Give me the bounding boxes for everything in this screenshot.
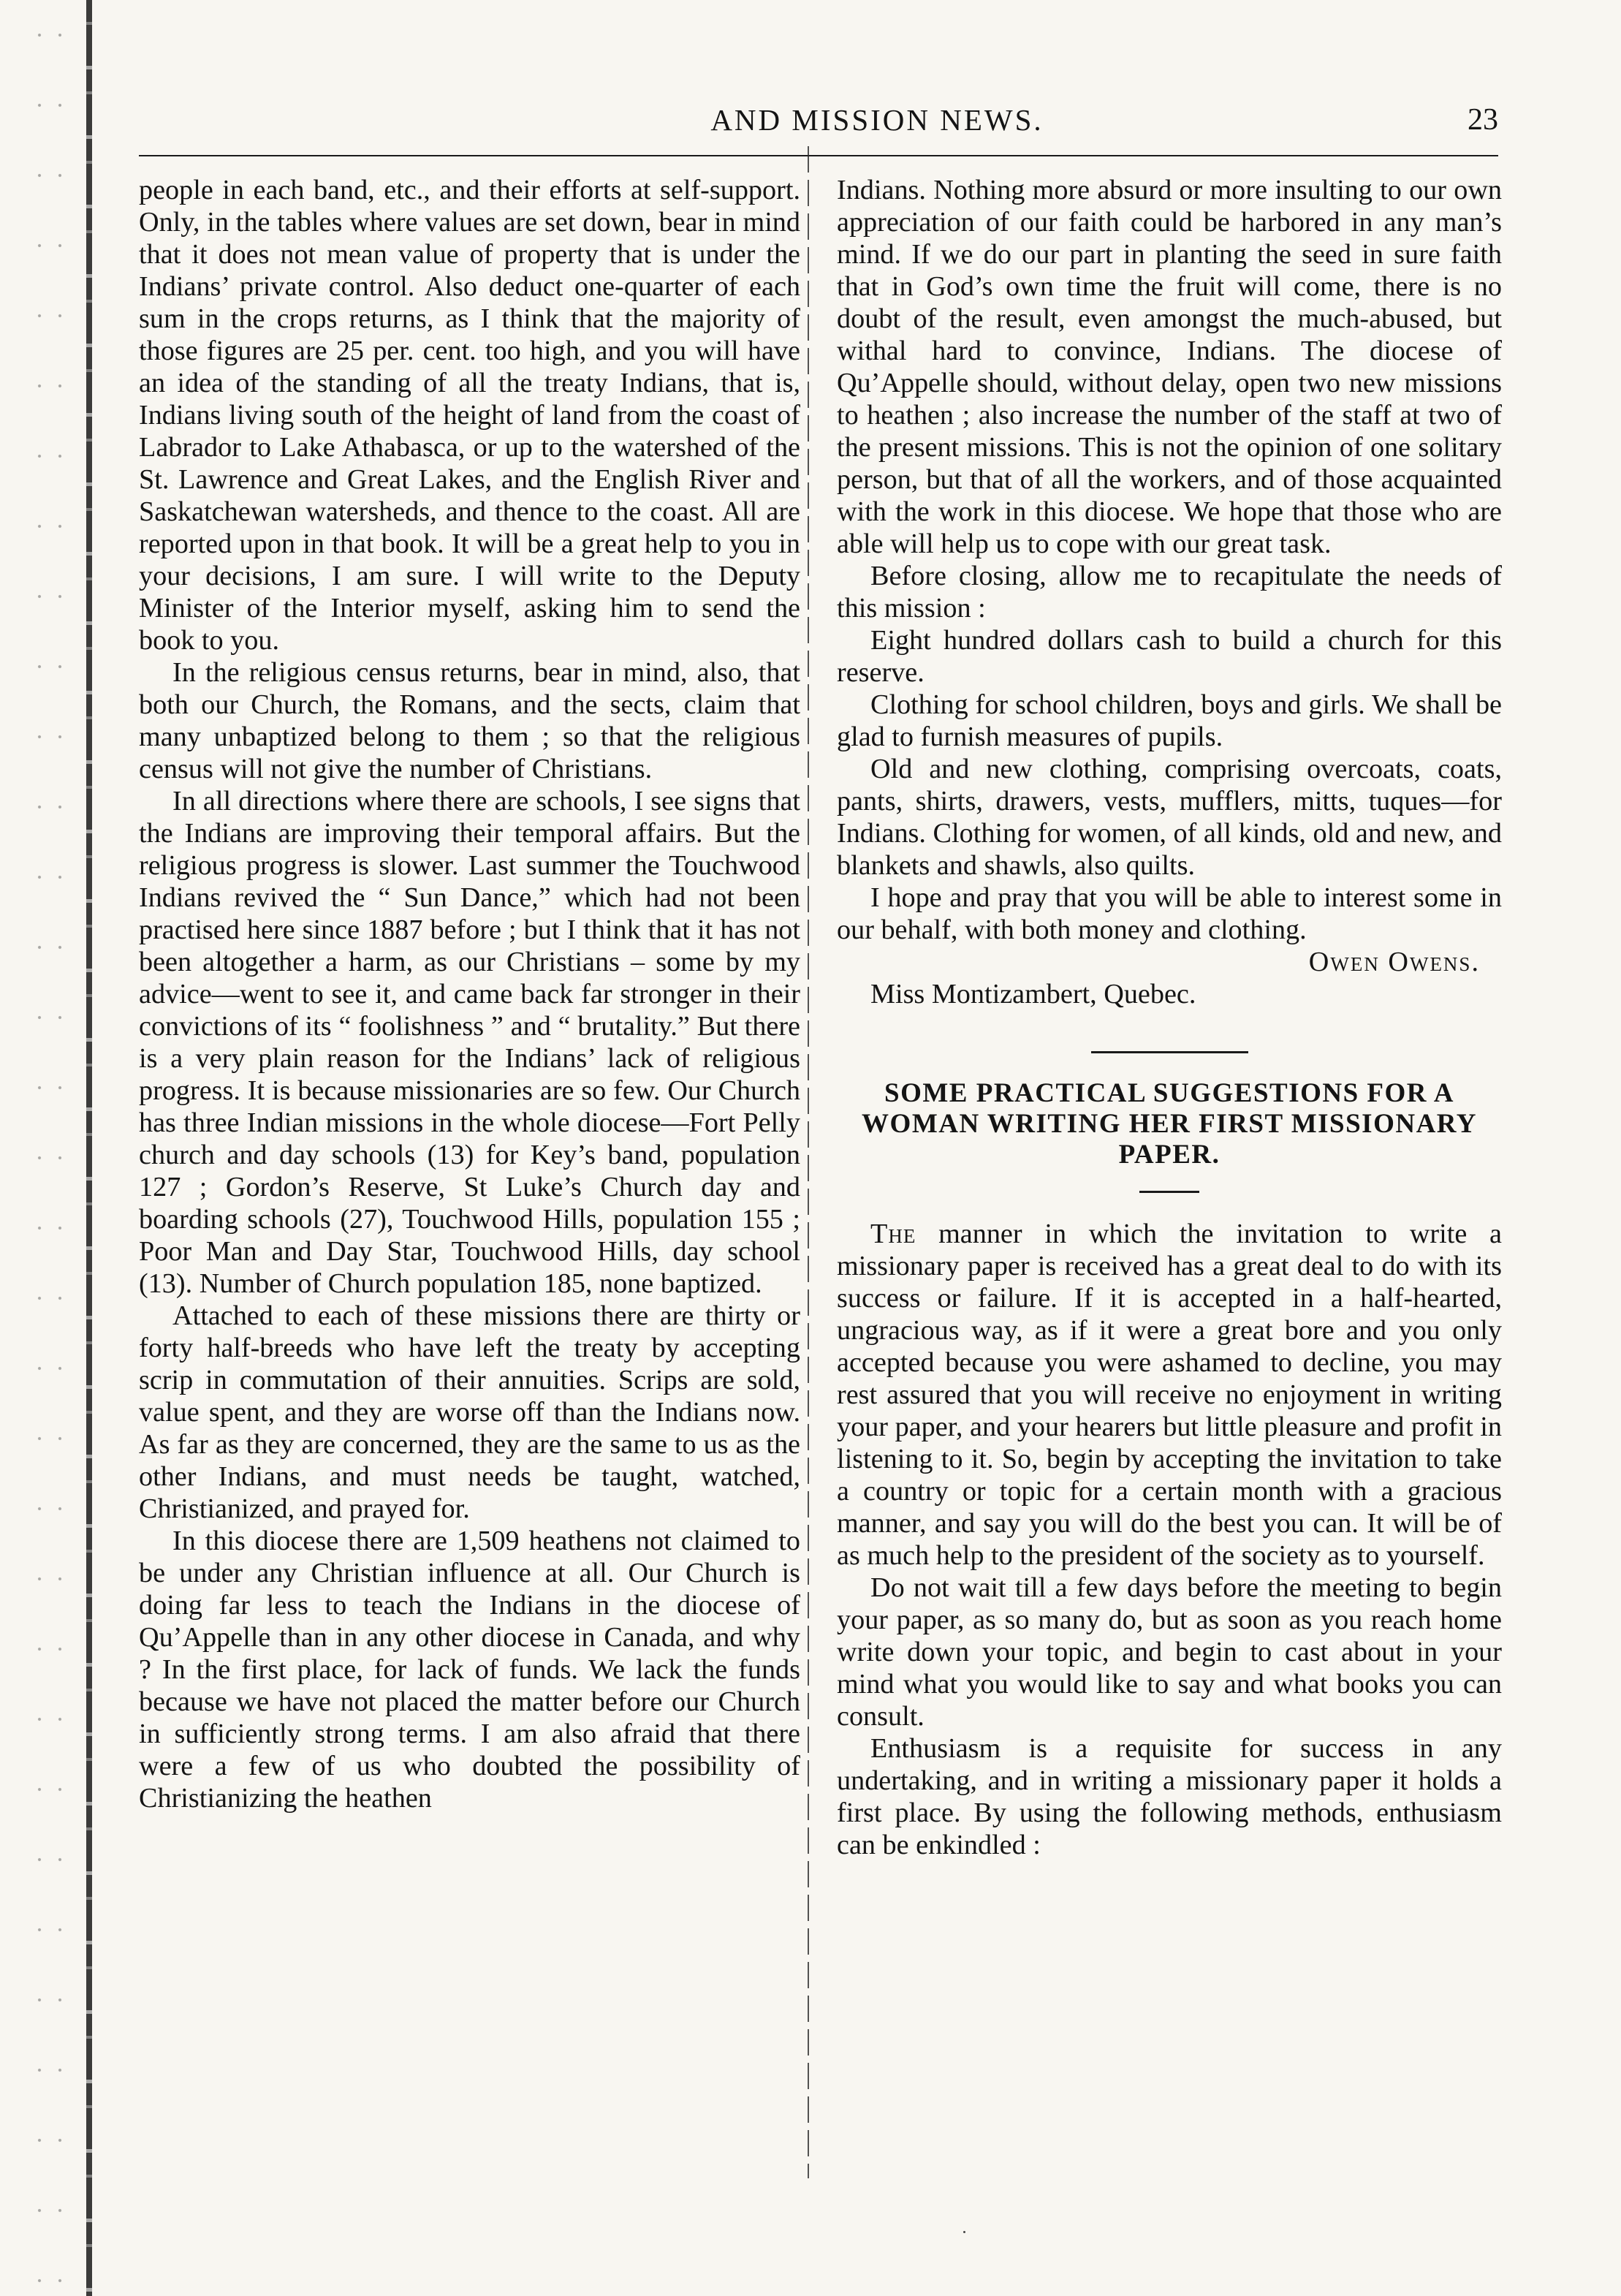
article-first-paragraph-text: manner in which the invitation to write a missionary paper is received has a great deal to do with its success or failure. If it is accepted in a half-hearted, ungracious way, as if it were a great bore and you only accepted because you were ashamed to decline, you may rest assured that you will receive no enjoyment in writing your paper, and your hearers but little pleasure and profit in listening to it. So, begin by accepting the invitation to take a country or topic for a certain month with a gracious manner, and say you will do the best you can. It will be of as much help to the president of the society as to yourself.: [837, 1219, 1502, 1571]
paragraph: Attached to each of these missions there are thirty or forty half-breeds who have left the treaty by accepting scrip in commutation of their annuities. Scrips are sold, value spent, and they are worse off than the Indians now. As far as they are concerned, they are the same to us as the other Indians, and must needs be taught, watched, Christianized, and prayed for.: [139, 1300, 800, 1524]
left-column: [139, 174, 800, 1814]
signature: Owen Owens.: [1308, 947, 1480, 977]
binding-edge: [0, 0, 110, 2296]
page-number: 23: [1468, 103, 1498, 137]
paragraph: In the religious census returns, bear in mind, also, that both our Church, the Romans, and the sects, claim that many unbaptized belong to them ; so that the religious census will not give the number of Christians.: [139, 657, 800, 784]
paragraph: In this diocese there are 1,509 heathens not claimed to be under any Christian influence at all. Our Church is doing far less to teach the Indians in the diocese of Qu’Appelle than in any other diocese in Canada, and why ? In the first place, for lack of funds. We lack the funds because we have not placed the matter before our Church in sufficiently strong terms. I am also afraid that there were a few of us who doubted the possibility of Christianizing the heathen: [139, 1526, 800, 1814]
paragraph: Do not wait till a few days before the meeting to begin your paper, as so many do, but as soon as you reach home write down your topic, and begin to cast about in your mind what you would like to say and what books you can consult.: [837, 1572, 1502, 1732]
binding-shadow: [86, 0, 92, 2296]
header-rule: [139, 155, 1498, 156]
article-first-paragraph: [837, 1218, 1502, 1572]
page-header: [139, 102, 1498, 154]
running-head: AND MISSION NEWS.: [710, 103, 1044, 137]
paragraph: people in each band, etc., and their efforts at self-support. Only, in the tables where values are set down, bear in mind that it does not mean value of property that is under the Indians’ private control. Also deduct one-quarter of each sum in the crops returns, as I think that the majority of those figures are 25 per. cent. too high, and you will have an idea of the standing of all the treaty Indians, that is, Indians living south of the height of land from the coast of Labrador to Lake Athabasca, or up to the watershed of the St. Lawrence and Great Lakes, and the English River and Saskatchewan watersheds, and thence to the coast. All are reported upon in that book. It will be a great help to you in your decisions, I am sure. I will write to the Deputy Minister of the Interior myself, asking him to send the book to you.: [139, 175, 800, 656]
paragraph: Old and new clothing, comprising overcoats, coats, pants, shirts, drawers, vests, mufflers, mitts, tuques—for Indians. Clothing for women, of all kinds, old and new, and blankets and shawls, also quilts.: [837, 754, 1502, 881]
column-divider: [808, 146, 809, 2178]
addressee: Miss Montizambert, Quebec.: [870, 979, 1196, 1009]
paragraph: In all directions where there are schools, I see signs that the Indians are improving their temporal affairs. But the religious progress is slower. Last summer the Touchwood Indians revived the “ Sun Dance,” which had not been practised here since 1887 before ; but I think that it has not been altogether a harm, as our Christians – some by my advice—went to see it, and came back far stronger in their convictions of its “ foolishness ” and “ brutality.” But there is a very plain reason for the Indians’ lack of religious progress. It is because missionaries are so few. Our Church has three Indian missions in the whole diocese—Fort Pelly church and day schools (13) for Key’s band, population 127 ; Gordon’s Reserve, St Luke’s Church day and boarding schools (27), Touchwood Hills, population 155 ; Poor Man and Day Star, Touchwood Hills, day school (13). Number of Church population 185, none baptized.: [139, 786, 800, 1299]
ink-speck: [963, 2231, 965, 2233]
lead-word: The: [870, 1219, 916, 1249]
paragraph: Before closing, allow me to recapitulate the needs of this mission :: [837, 561, 1502, 624]
paragraph: I hope and pray that you will be able to interest some in our behalf, with both money and clothing.: [837, 882, 1502, 945]
article-title: SOME PRACTICAL SUGGESTIONS FOR A WOMAN WRITING HER FIRST MISSIONARY PAPER.: [862, 1078, 1477, 1170]
paragraph: Enthusiasm is a requisite for success in any undertaking, and in writing a missionary paper it holds a first place. By using the following methods, enthusiasm can be enkindled :: [837, 1733, 1502, 1860]
title-rule: [1139, 1191, 1199, 1193]
paragraph: Clothing for school children, boys and girls. We shall be glad to furnish measures of pupils.: [837, 689, 1502, 752]
right-column: [837, 174, 1502, 1861]
binding-specks: [29, 0, 73, 2296]
paragraph: Eight hundred dollars cash to build a church for this reserve.: [837, 625, 1502, 688]
paragraph: Indians. Nothing more absurd or more insulting to our own appreciation of our faith could be harbored in any man’s mind. If we do our part in planting the seed in sure faith that in God’s own time the fruit will come, there is no doubt of the result, even amongst the much-abused, but withal hard to convince, Indians. The diocese of Qu’Appelle should, without delay, open two new missions to heathen ; also increase the number of the staff at two of the present missions. This is not the opinion of one solitary person, but that of all the workers, and of those acquainted with the work in this diocese. We hope that those who are able will help us to cope with our great task.: [837, 175, 1502, 559]
section-divider: [1091, 1051, 1248, 1053]
